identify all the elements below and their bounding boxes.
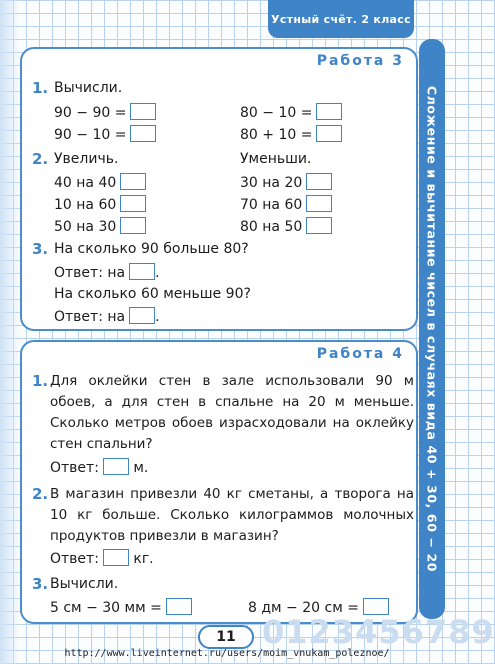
text-line: продуктов привезли в магазин?: [50, 528, 279, 544]
answer-box[interactable]: [166, 598, 192, 615]
answer-box[interactable]: [103, 458, 129, 475]
answer-label: Ответ: на: [54, 309, 126, 325]
answer-box[interactable]: [120, 173, 146, 190]
task-label: Уменьши.: [240, 151, 312, 167]
expression-row: [240, 103, 342, 121]
expression: 8 дм − 20 см =: [248, 600, 359, 616]
answer-box[interactable]: [306, 173, 332, 190]
expression: 50 на 30: [54, 219, 117, 235]
text-line: стен спальни?: [50, 436, 153, 452]
task-number: 3.: [32, 240, 49, 258]
work-4-title: Работа 4: [316, 346, 404, 362]
expression: 80 на 50: [240, 219, 303, 235]
task-number: 3.: [32, 575, 49, 593]
expression-row: [54, 217, 146, 235]
expression-row: [240, 195, 332, 213]
answer-box[interactable]: [306, 217, 332, 234]
side-title-tab: [419, 39, 445, 619]
footer-url: http://www.liveinternet.ru/users/moim_vnukam_poleznoe/: [64, 648, 390, 659]
answer-unit: м.: [133, 460, 149, 476]
header-title: Устный счёт. 2 класс: [271, 13, 411, 26]
expression-row: [50, 598, 192, 616]
left-decoration: [0, 0, 20, 664]
task-number: 2.: [32, 150, 49, 168]
expression: 40 на 40: [54, 175, 117, 191]
question: На сколько 90 больше 80?: [54, 241, 249, 257]
task-number: 1.: [32, 372, 49, 390]
question: На сколько 60 меньше 90?: [54, 286, 251, 302]
answer-unit: кг.: [133, 551, 154, 567]
task-text: [50, 371, 414, 455]
expression: 30 на 20: [240, 175, 303, 191]
work-3-title: Работа 3: [316, 53, 404, 69]
answer-box[interactable]: [316, 103, 342, 120]
expression: 5 см − 30 мм =: [50, 600, 162, 616]
expression: 80 + 10 =: [240, 127, 313, 143]
task-number: 1.: [32, 79, 49, 97]
expression-row: [240, 217, 332, 235]
text-line: Сколько метров обоев израсходовали на оклейку: [50, 415, 414, 431]
text-line: обоев, а для стен в спальне на 20 м меньше.: [50, 394, 414, 410]
answer-row: Ответ: на .: [54, 265, 160, 281]
task-label: Вычисли.: [50, 576, 119, 592]
text-line: 10 кг больше. Сколько килограммов молочных: [50, 507, 414, 523]
answer-label: Ответ:: [50, 460, 99, 476]
expression-row: [240, 173, 332, 191]
answer-box[interactable]: [129, 263, 155, 280]
text-line: В магазин привезли 40 кг сметаны, а творога на: [50, 486, 414, 502]
expression-row: [54, 125, 156, 143]
expression-row: [54, 195, 146, 213]
answer-label: Ответ: на: [54, 265, 126, 281]
task-label: Вычисли.: [54, 80, 123, 96]
work-3-panel: [20, 47, 418, 331]
answer-box[interactable]: [120, 217, 146, 234]
expression-row: [54, 173, 146, 191]
header-tab: [268, 0, 414, 38]
text-line: Для оклейки стен в зале использовали 90 м: [50, 373, 414, 389]
side-title: Сложение и вычитание чисел в случаях вида 40 + 30, 60 − 20: [424, 85, 440, 573]
answer-row: [50, 549, 154, 567]
answer-box[interactable]: [316, 125, 342, 142]
task-number: 2.: [32, 485, 49, 503]
expression: 90 − 10 =: [54, 127, 127, 143]
digits-watermark: 0123456789: [262, 613, 495, 651]
answer-box[interactable]: [129, 307, 155, 324]
answer-box[interactable]: [103, 549, 129, 566]
page-number: 11: [198, 625, 254, 649]
answer-row: Ответ: на .: [54, 309, 160, 325]
answer-box[interactable]: [130, 103, 156, 120]
expression: 10 на 60: [54, 197, 117, 213]
answer-box[interactable]: [120, 195, 146, 212]
answer-box[interactable]: [306, 195, 332, 212]
expression: 90 − 90 =: [54, 105, 127, 121]
work-4-panel: [20, 340, 418, 624]
task-text: [50, 484, 414, 547]
expression-row: [240, 125, 342, 143]
expression: 80 − 10 =: [240, 105, 313, 121]
task-label: Увеличь.: [54, 151, 119, 167]
expression: 70 на 60: [240, 197, 303, 213]
answer-box[interactable]: [130, 125, 156, 142]
expression-row: [54, 103, 156, 121]
answer-label: Ответ:: [50, 551, 99, 567]
answer-row: [50, 458, 148, 476]
